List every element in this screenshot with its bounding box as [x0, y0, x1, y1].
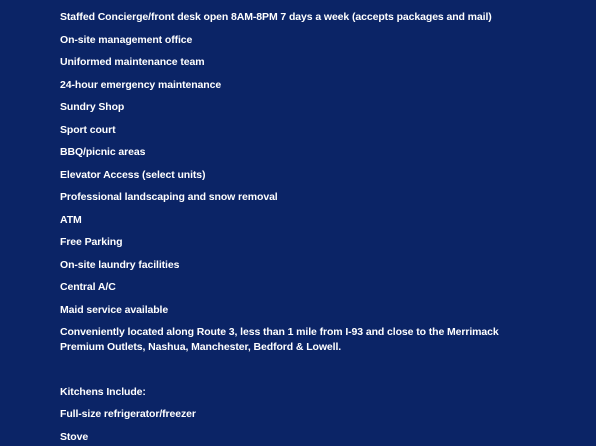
- list-item: 24-hour emergency maintenance: [60, 79, 222, 91]
- list-item: Free Parking: [60, 236, 123, 248]
- list-item: BBQ/picnic areas: [60, 146, 146, 158]
- list-item: Professional landscaping and snow removal: [60, 191, 278, 203]
- kitchens-heading: Kitchens Include:: [60, 386, 146, 398]
- list-item: Sport court: [60, 124, 116, 136]
- list-item: Sundry Shop: [60, 101, 125, 113]
- list-item: Elevator Access (select units): [60, 169, 206, 181]
- list-item: Full-size refrigerator/freezer: [60, 408, 196, 420]
- list-item: Staffed Concierge/front desk open 8AM-8PM 7 days a week (accepts packages and mail): [60, 11, 492, 23]
- list-item: Uniformed maintenance team: [60, 56, 205, 68]
- list-item: Conveniently located along Route 3, less than 1 mile from I-93 and close to the Merrimack Premium Outlets, Nashua, Manchester, Bedford & Lowell.: [60, 326, 499, 353]
- clipped-top-line: [60, 0, 327, 1]
- list-item: On-site laundry facilities: [60, 259, 180, 271]
- list-item: ATM: [60, 214, 82, 226]
- list-item: On-site management office: [60, 34, 193, 46]
- list-item: Stove: [60, 431, 89, 443]
- list-item: Central A/C: [60, 281, 116, 293]
- list-item: Maid service available: [60, 304, 169, 316]
